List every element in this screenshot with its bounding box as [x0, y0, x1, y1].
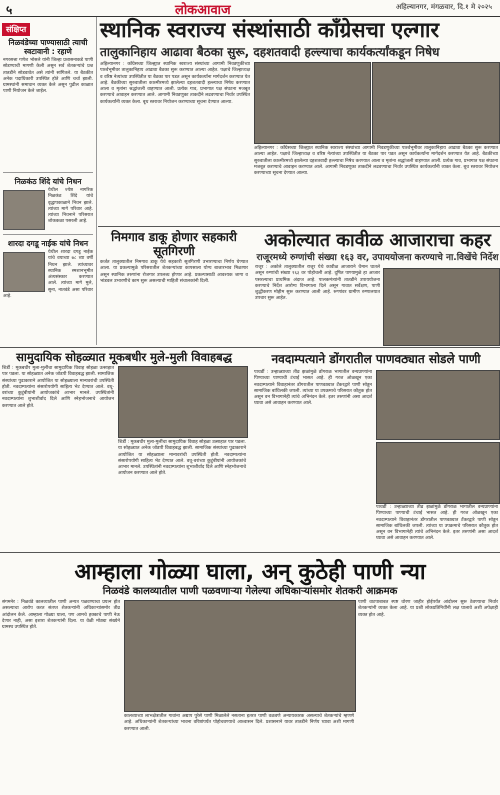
lead-body-continued: अहिल्यानगर : काँग्रेसच्या जिल्ह्यात स्थानिक स्वराज्य संस्थांच्या आगामी निवडणुकीच्या पार्श्वभूमीवर तालुकानिहाय आढावा बैठका सुरू करण्यात आल्या आहेत. पक्षाचे जिल्हाध्यक्ष व वरिष्ठ नेत्यांच्या उपस्थितीत या बैठका पार पडत असून कार्यकर्त्यांना मार्गदर्शन करण्यात येत आहे. बैठकीच्या सुरुवातीला काश्मीरमध्ये झालेल्या दहशतवादी हल्ल्याचा निषेध करण्यात आला व मृतांना श्रद्धांजली वाहण्यात आली. प्रत्येक गाव, प्रभागात पक्ष संघटना मजबूत करण्याचे आवाहन करण्यात आले. आगामी निवडणुका ताकदीने लढवण्याचा निर्धार उपस्थित कार्यकर्त्यांनी व्यक्त केला. बूथ स्तरावर नियोजन करण्याच्या सूचना देण्यात आल्या.: [254, 146, 498, 177]
bottom-subheadline: निळवंडे कालव्यातील पाणी पळवणाऱ्या गेलेल्या अधिकाऱ्यांसमोर शेतकरी आक्रमक: [102, 586, 398, 597]
story5-photo-2: [376, 442, 500, 504]
brief2-headline: निळकंठ शिंदे यांचे निधन: [14, 177, 82, 186]
bottom-body-middle: कालव्याच्या लाभक्षेत्रातील गावांना अद्याप पुरेसे पाणी मिळालेले नसताना इतरत्र पाणी वळवणे अन्यायकारक असल्याचे शेतकऱ्यांचे म्हणणे आहे. अधिकाऱ्यांनी शेतकऱ्यांच्या भावना वरिष्ठांपर्यंत पोहोचवण्याचे आश्वासन दिले. प्रशासनाने यावर तातडीने निर्णय घ्यावा अशी मागणी करण्यात आली.: [124, 714, 354, 732]
story5-photo-1: [376, 370, 500, 440]
brief2-block: [0, 188, 96, 228]
newspaper-logo: लोकआवाज: [175, 3, 231, 18]
story3-body: राजूर : अकोले तालुक्यातील राजूर येथे कावीळ आजाराने थैमान घातले असून रुग्णांची संख्या १६३ वर पोहोचली आहे. दूषित पाण्यामुळे हा आजार पसरल्याचा प्राथमिक अंदाज आहे. पालकमंत्र्यांनी तातडीने उपाययोजना करण्याचे निर्देश आरोग्य विभागाला दिले असून गावात सर्वेक्षण, पाणी शुद्धीकरण मोहीम सुरू करण्यात आली आहे. रुग्णांवर ग्रामीण रुग्णालयात उपचार सुरू आहेत.: [255, 265, 380, 302]
bottom-body-right: पाणी वाटपाबाबत स्पष्ट धोरण जाहीर होईपर्यंत आंदोलन सुरू ठेवण्याचा निर्धार शेतकऱ्यांनी व्यक्त केला आहे. या प्रश्नी लोकप्रतिनिधींनी लक्ष घालावे अशी अपेक्षाही व्यक्त होत आहे.: [358, 600, 498, 618]
story4-body-continued: शिर्डी : मूकबधीर मुला-मुलींचा सामुदायिक विवाह सोहळा उत्साहात पार पडला. या सोहळ्यात अनेक जोडपी विवाहबद्ध झाली. सामाजिक संस्थांच्या पुढाकाराने आयोजित या सोहळ्याला मान्यवरांची उपस्थिती होती. नवदाम्पत्यांना संसारोपयोगी साहित्य भेट देण्यात आले. वधू-वरांच्या कुटुंबीयांनी आयोजकांचे आभार मानले. उपस्थितांनी नवदाम्पत्यांना शुभाशीर्वाद दिले आणि स्नेहभोजनाचे आयोजन करण्यात आले होते.: [118, 440, 246, 477]
divider: [3, 234, 93, 235]
story3-headline: अकोल्यात कावीळ आजाराचा कहर: [264, 230, 491, 251]
story4-headline: सामुदायिक सोहळ्यात मूकबधीर मुले-मुली विवाहबद्ध: [16, 350, 232, 364]
edition-date: अहिल्यानगर, मंगळवार, दि.१ मे २०२५: [395, 3, 492, 11]
story5-headline: नवदाम्पत्याने डोंगरातील पाणवठ्यात सोडले पाणी: [271, 352, 481, 366]
brief2-text: येथील ज्येष्ठ नागरिक निळकंठ शिंदे यांचे वृद्धापकाळाने निधन झाले. त्यांच्या मागे परिवार आहे. त्यांच्या निधनाने परिसरात शोककळा पसरली आहे.: [48, 188, 93, 225]
story3-photo: [383, 268, 500, 346]
lead-photo-1: [254, 62, 371, 144]
portrait-photo: [3, 190, 45, 230]
lead-photo-2: [372, 62, 500, 144]
story5-body-continued: पाथर्डी : उन्हाळ्याच्या तीव्र झळांमुळे डोंगराळ भागातील वन्यप्राण्यांना पिण्याच्या पाण्याची टंचाई भासत आहे. ही गरज ओळखून एका नवदाम्पत्याने विवाहानंतर डोंगरातील पाणवठ्यात टँकरद्वारे पाणी सोडून सामाजिक बांधिलकी जपली. त्यांच्या या उपक्रमाचे परिसरात कौतुक होत असून वन विभागानेही त्यांचे अभिनंदन केले. इतर तरुणांनी असा आदर्श घ्यावा असे आवाहन करण्यात आले.: [376, 505, 498, 542]
story5-body: पाथर्डी : उन्हाळ्याच्या तीव्र झळांमुळे डोंगराळ भागातील वन्यप्राण्यांना पिण्याच्या पाण्याची टंचाई भासत आहे. ही गरज ओळखून एका नवदाम्पत्याने विवाहानंतर डोंगरातील पाणवठ्यात टँकरद्वारे पाणी सोडून सामाजिक बांधिलकी जपली. त्यांच्या या उपक्रमाचे परिसरात कौतुक होत असून वन विभागानेही त्यांचे अभिनंदन केले. इतर तरुणांनी असा आदर्श घ्यावा असे आवाहन करण्यात आले.: [254, 370, 372, 407]
lead-headline: स्थानिक स्वराज्य संस्थांसाठी काँग्रेसचा एल्गार: [100, 18, 440, 42]
divider: [0, 552, 500, 553]
brief3-block: [0, 250, 96, 300]
brief3-headline: शारदा दगडू नाईक यांचे निधन: [7, 239, 89, 248]
section-label: संक्षिप्त: [2, 23, 30, 36]
story3-subheadline: राजूरमध्ये रुग्णांची संख्या १६३ वर, उपाययोजना करण्याचे ना.विखेंचे निर्देश: [256, 253, 499, 263]
divider: [0, 347, 500, 348]
divider: [3, 172, 93, 173]
bottom-body-left: संगमनेर : निळवंडे कालव्यातील पाणी अन्यत्र पळवण्याचा प्रयत्न होत असल्याचा आरोप करत संतप्त शेतकऱ्यांनी अधिकाऱ्यांसमोर तीव्र आंदोलन केले. आम्हाला गोळ्या घाला, पण आमचे हक्काचे पाणी नेऊ देणार नाही, असा इशारा शेतकऱ्यांनी दिला. या वेळी मोठ्या संख्येने ग्रामस्थ उपस्थित होते.: [2, 600, 120, 631]
portrait-photo: [3, 252, 45, 292]
lead-body: अहिल्यानगर : काँग्रेसच्या जिल्ह्यात स्थानिक स्वराज्य संस्थांच्या आगामी निवडणुकीच्या पार्श्वभूमीवर तालुकानिहाय आढावा बैठका सुरू करण्यात आल्या आहेत. पक्षाचे जिल्हाध्यक्ष व वरिष्ठ नेत्यांच्या उपस्थितीत या बैठका पार पडत असून कार्यकर्त्यांना मार्गदर्शन करण्यात येत आहे. बैठकीच्या सुरुवातीला काश्मीरमध्ये झालेल्या दहशतवादी हल्ल्याचा निषेध करण्यात आला व मृतांना श्रद्धांजली वाहण्यात आली. प्रत्येक गाव, प्रभागात पक्ष संघटना मजबूत करण्याचे आवाहन करण्यात आले. आगामी निवडणुका ताकदीने लढवण्याचा निर्धार उपस्थित कार्यकर्त्यांनी व्यक्त केला. बूथ स्तरावर नियोजन करण्याच्या सूचना देण्यात आल्या.: [100, 62, 250, 105]
brief1-headline: निळवंडेच्या पाण्यासाठी त्याची स्वटावानी : रहाणे: [8, 38, 88, 56]
story2-body: कर्जत तालुक्यातील निमगाव डाकू येथे सहकारी सूतगिरणी उभारण्याचा निर्णय घेण्यात आला. या प्रकल्पामुळे परिसरातील शेतकऱ्यांच्या कापसाला योग्य बाजारभाव मिळणार असून स्थानिक तरुणांना रोजगार उपलब्ध होणार आहे. प्रकल्पासाठी आवश्यक जागा व भांडवल उभारणीचे काम सुरू असल्याची माहिती संचालकांनी दिली.: [100, 260, 248, 284]
brief1-text: नगरसत्ता गणेश भोसले यांनी जिल्हा प्रशासनाकडे पाणी सोडण्याची मागणी केली असून सर्व शेतकऱ्यांचे प्रश्न तातडीने सोडवावेत असे त्यांनी सांगितले. या बैठकीत अनेक पदाधिकारी उपस्थित होते आणि चर्चा झाली. ग्रामस्थांनी समाधान व्यक्त केले असून पुढील काळात पाणी नियोजन केले जाईल.: [3, 58, 93, 95]
brief3-text: येथील शारदा दगडू नाईक यांचे वयाच्या ७८ व्या वर्षी निधन झाले. त्यांच्यावर स्थानिक स्मशानभूमीत अंत्यसंस्कार करण्यात आले. त्यांच्या मागे मुले, सुना, नातवंडे असा परिवार आहे.: [3, 250, 93, 300]
masthead: [0, 0, 500, 17]
bottom-headline: आम्हाला गोळ्या घाला, अन् कुठेही पाणी न्या: [74, 560, 426, 585]
divider: [98, 226, 500, 227]
story2-headline: निमगाव डाकू होणार सहकारी सूतगिरणी: [111, 230, 237, 258]
story4-photo: [118, 366, 248, 438]
briefs-sidebar: [0, 17, 97, 345]
page-number: ५: [6, 3, 13, 17]
lead-subheadline: तालुकानिहाय आढावा बैठका सुरू, दहशतवादी हल्ल्याचा कार्यकर्त्यांकडून निषेध: [100, 45, 440, 59]
bottom-photo: [124, 600, 356, 712]
story4-body: शिर्डी : मूकबधीर मुला-मुलींचा सामुदायिक विवाह सोहळा उत्साहात पार पडला. या सोहळ्यात अनेक जोडपी विवाहबद्ध झाली. सामाजिक संस्थांच्या पुढाकाराने आयोजित या सोहळ्याला मान्यवरांची उपस्थिती होती. नवदाम्पत्यांना संसारोपयोगी साहित्य भेट देण्यात आले. वधू-वरांच्या कुटुंबीयांनी आयोजकांचे आभार मानले. उपस्थितांनी नवदाम्पत्यांना शुभाशीर्वाद दिले आणि स्नेहभोजनाचे आयोजन करण्यात आले होते.: [2, 366, 114, 409]
